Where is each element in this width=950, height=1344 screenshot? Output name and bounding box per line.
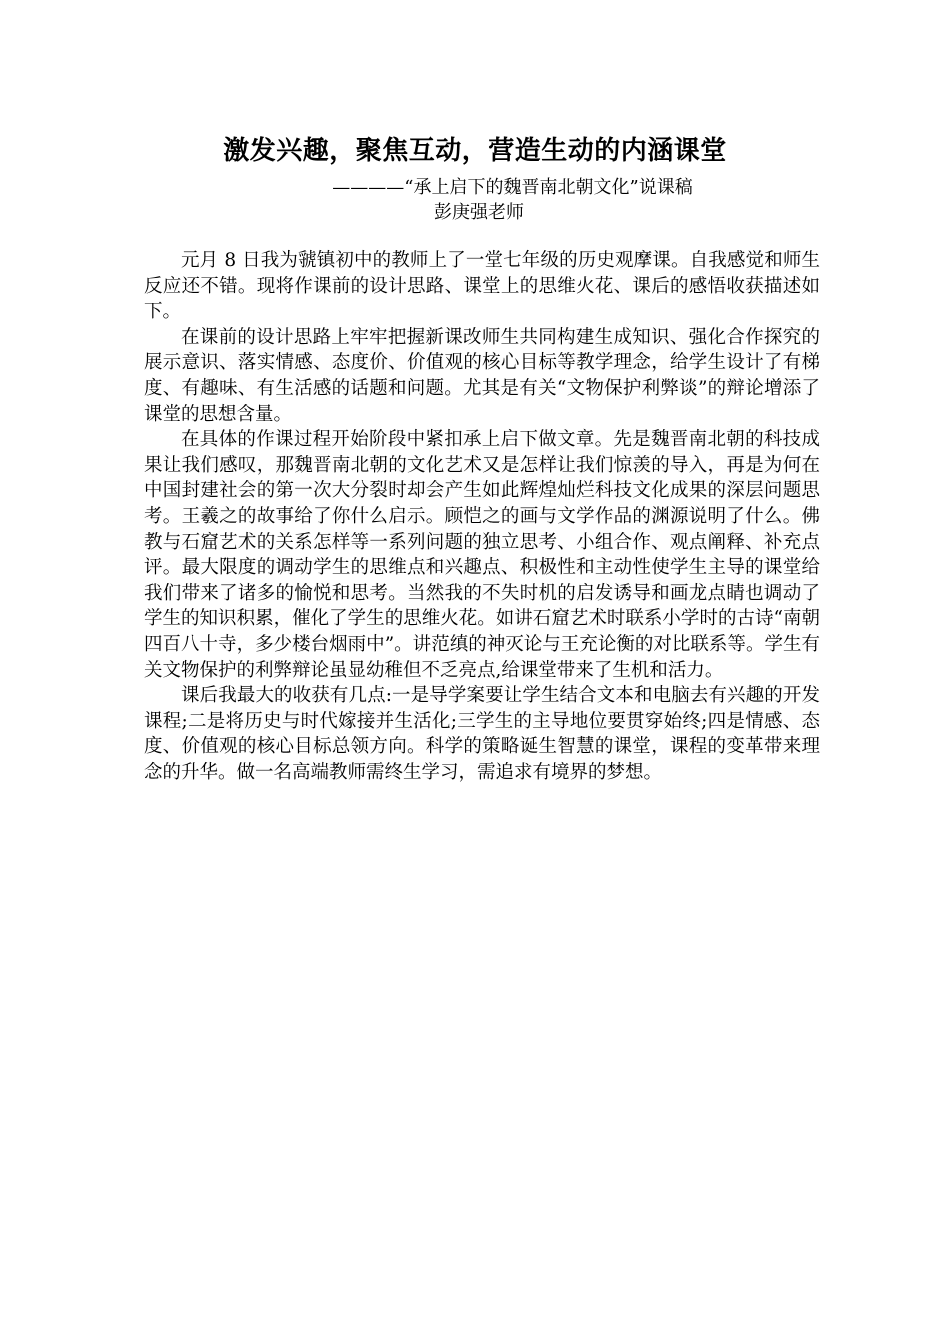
paragraph-3: 在具体的作课过程开始阶段中紧扣承上启下做文章。先是魏晋南北朝的科技成果让我们感叹，那魏晋南北朝的文化艺术又是怎样让我们惊羡的导入，再是为何在中国封建社会的第一次大分裂时却会产生如此辉煌灿烂科技文化成果的深层问题思考。王羲之的故事给了你什么启示。顾恺之的画与文学作品的渊源说明了什么。佛教与石窟艺术的关系怎样等一系列问题的独立思考、小组合作、观点阐释、补充点评。最大限度的调动学生的思维点和兴趣点、积极性和主动性使学生主导的课堂给我们带来了诸多的愉悦和思考。当然我的不失时机的启发诱导和画龙点睛也调动了学生的知识积累，催化了学生的思维火花。如讲石窟艺术时联系小学时的古诗“南朝四百八十寺，多少楼台烟雨中”。讲范缜的神灭论与王充论衡的对比联系等。学生有关文物保护的利弊辩论虽显幼稚但不乏亮点,给课堂带来了生机和活力。: [144, 429, 820, 681]
document-author: 彭庚强老师: [434, 202, 524, 223]
document-title: 激发兴趣，聚焦互动，营造生动的内涵课堂: [223, 136, 727, 166]
paragraph-2: 在课前的设计思路上牢牢把握新课改师生共同构建生成知识、强化合作探究的展示意识、落实情感、态度价、价值观的核心目标等教学理念，给学生设计了有梯度、有趣味、有生活感的话题和问题。尤其是有关“文物保护利弊谈”的辩论增添了课堂的思想含量。: [144, 326, 820, 425]
paragraph-1: 元月 8 日我为虢镇初中的教师上了一堂七年级的历史观摩课。自我感觉和师生反应还不错。现将作课前的设计思路、课堂上的思维火花、课后的感悟收获描述如下。: [144, 250, 820, 323]
document-subtitle: ————“承上启下的魏晋南北朝文化”说课稿: [332, 177, 693, 198]
paragraph-4: 课后我最大的收获有几点:一是导学案要让学生结合文本和电脑去有兴趣的开发课程;二是将历史与时代嫁接并生活化;三学生的主导地位要贯穿始终;四是情感、态度、价值观的核心目标总领方向。科学的策略诞生智慧的课堂，课程的变革带来理念的升华。做一名高端教师需终生学习，需追求有境界的梦想。: [144, 685, 820, 783]
document-body: [144, 248, 820, 785]
